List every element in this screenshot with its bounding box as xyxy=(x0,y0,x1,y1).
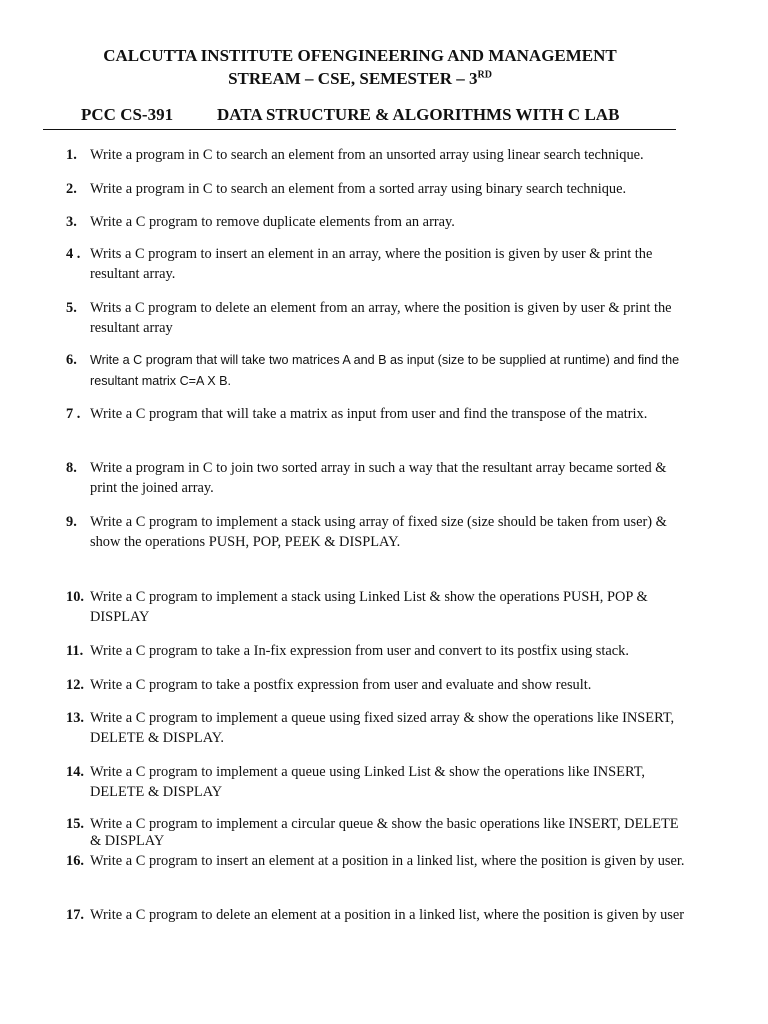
item-text: Write a C program to insert an element at a position in a linked list, where the position is given by user. xyxy=(90,853,685,869)
list-item xyxy=(66,675,686,695)
item-number: 4 . xyxy=(66,246,81,262)
item-text: Write a C program to implement a circular queue & show the basic operations like INSERT, DELETE & DISPLAY xyxy=(90,816,679,849)
stream-semester-text: STREAM – CSE, SEMESTER – 3 xyxy=(228,69,478,88)
list-item xyxy=(66,298,686,338)
list-item xyxy=(66,816,686,850)
list-item xyxy=(66,587,686,627)
item-number: 15. xyxy=(66,816,84,832)
item-text: Write a C program to implement a stack using Linked List & show the operations PUSH, POP & DISPLAY xyxy=(90,589,648,625)
item-number: 6. xyxy=(66,352,77,368)
list-item xyxy=(66,458,686,498)
item-text: Write a program in C to search an element from a sorted array using binary search technique. xyxy=(90,181,627,197)
list-item xyxy=(66,708,686,748)
list-item xyxy=(66,404,686,424)
item-text: Write a C program to remove duplicate elements from an array. xyxy=(90,214,455,230)
institute-title: CALCUTTA INSTITUTE OFENGINEERING AND MANAGEMENT xyxy=(103,46,617,65)
list-item xyxy=(66,212,686,232)
list-item xyxy=(66,851,686,871)
item-number: 8. xyxy=(66,460,77,476)
item-text: Writs a C program to insert an element in an array, where the position is given by user & print the resultant array. xyxy=(90,246,653,282)
course-code: PCC CS-391 xyxy=(81,105,174,124)
item-number: 7 . xyxy=(66,406,81,422)
list-item xyxy=(66,762,686,802)
item-text: Write a program in C to join two sorted array in such a way that the resultant array became sorted & print the joined array. xyxy=(90,460,667,496)
item-number: 10. xyxy=(66,589,84,605)
list-item xyxy=(66,512,686,552)
list-item xyxy=(66,145,686,165)
item-text: Write a C program that will take a matrix as input from user and find the transpose of the matrix. xyxy=(90,406,648,422)
item-number: 1. xyxy=(66,147,77,163)
item-text: Write a C program to take a postfix expression from user and evaluate and show result. xyxy=(90,677,592,693)
item-text: Write a C program to take a In-fix expression from user and convert to its postfix using stack. xyxy=(90,643,629,659)
header-divider xyxy=(43,129,676,130)
item-number: 14. xyxy=(66,764,84,780)
list-item xyxy=(66,641,686,661)
item-number: 12. xyxy=(66,677,84,693)
stream-semester-line xyxy=(0,69,720,89)
list-item xyxy=(66,244,686,284)
list-item xyxy=(66,350,686,392)
item-text: Write a C program that will take two matrices A and B as input (size to be supplied at runtime) and find the resultant matrix C=A X B. xyxy=(90,353,680,388)
item-number: 5. xyxy=(66,300,77,316)
semester-ordinal-suffix: RD xyxy=(477,69,492,81)
item-text: Writs a C program to delete an element from an array, where the position is given by user & print the resultant array xyxy=(90,300,672,336)
item-number: 9. xyxy=(66,514,77,530)
item-number: 16. xyxy=(66,853,84,869)
item-number: 2. xyxy=(66,181,77,197)
item-text: Write a C program to implement a queue using fixed sized array & show the operations like INSERT, DELETE & DISPLAY. xyxy=(90,710,675,746)
list-item xyxy=(66,179,686,199)
item-text: Write a C program to implement a queue using Linked List & show the operations like INSERT, DELETE & DISPLAY xyxy=(90,764,646,800)
item-number: 11. xyxy=(66,643,84,659)
list-item xyxy=(66,905,686,925)
item-text: Write a C program to delete an element at a position in a linked list, where the position is given by user xyxy=(90,907,685,923)
item-text: Write a C program to implement a stack using array of fixed size (size should be taken from user) & show the operations PUSH, POP, PEEK & DISPLAY. xyxy=(90,514,667,550)
item-number: 13. xyxy=(66,710,84,726)
course-name: DATA STRUCTURE & ALGORITHMS WITH C LAB xyxy=(217,105,620,124)
item-text: Write a program in C to search an element from an unsorted array using linear search technique. xyxy=(90,147,644,163)
item-number: 17. xyxy=(66,907,84,923)
item-number: 3. xyxy=(66,214,77,230)
